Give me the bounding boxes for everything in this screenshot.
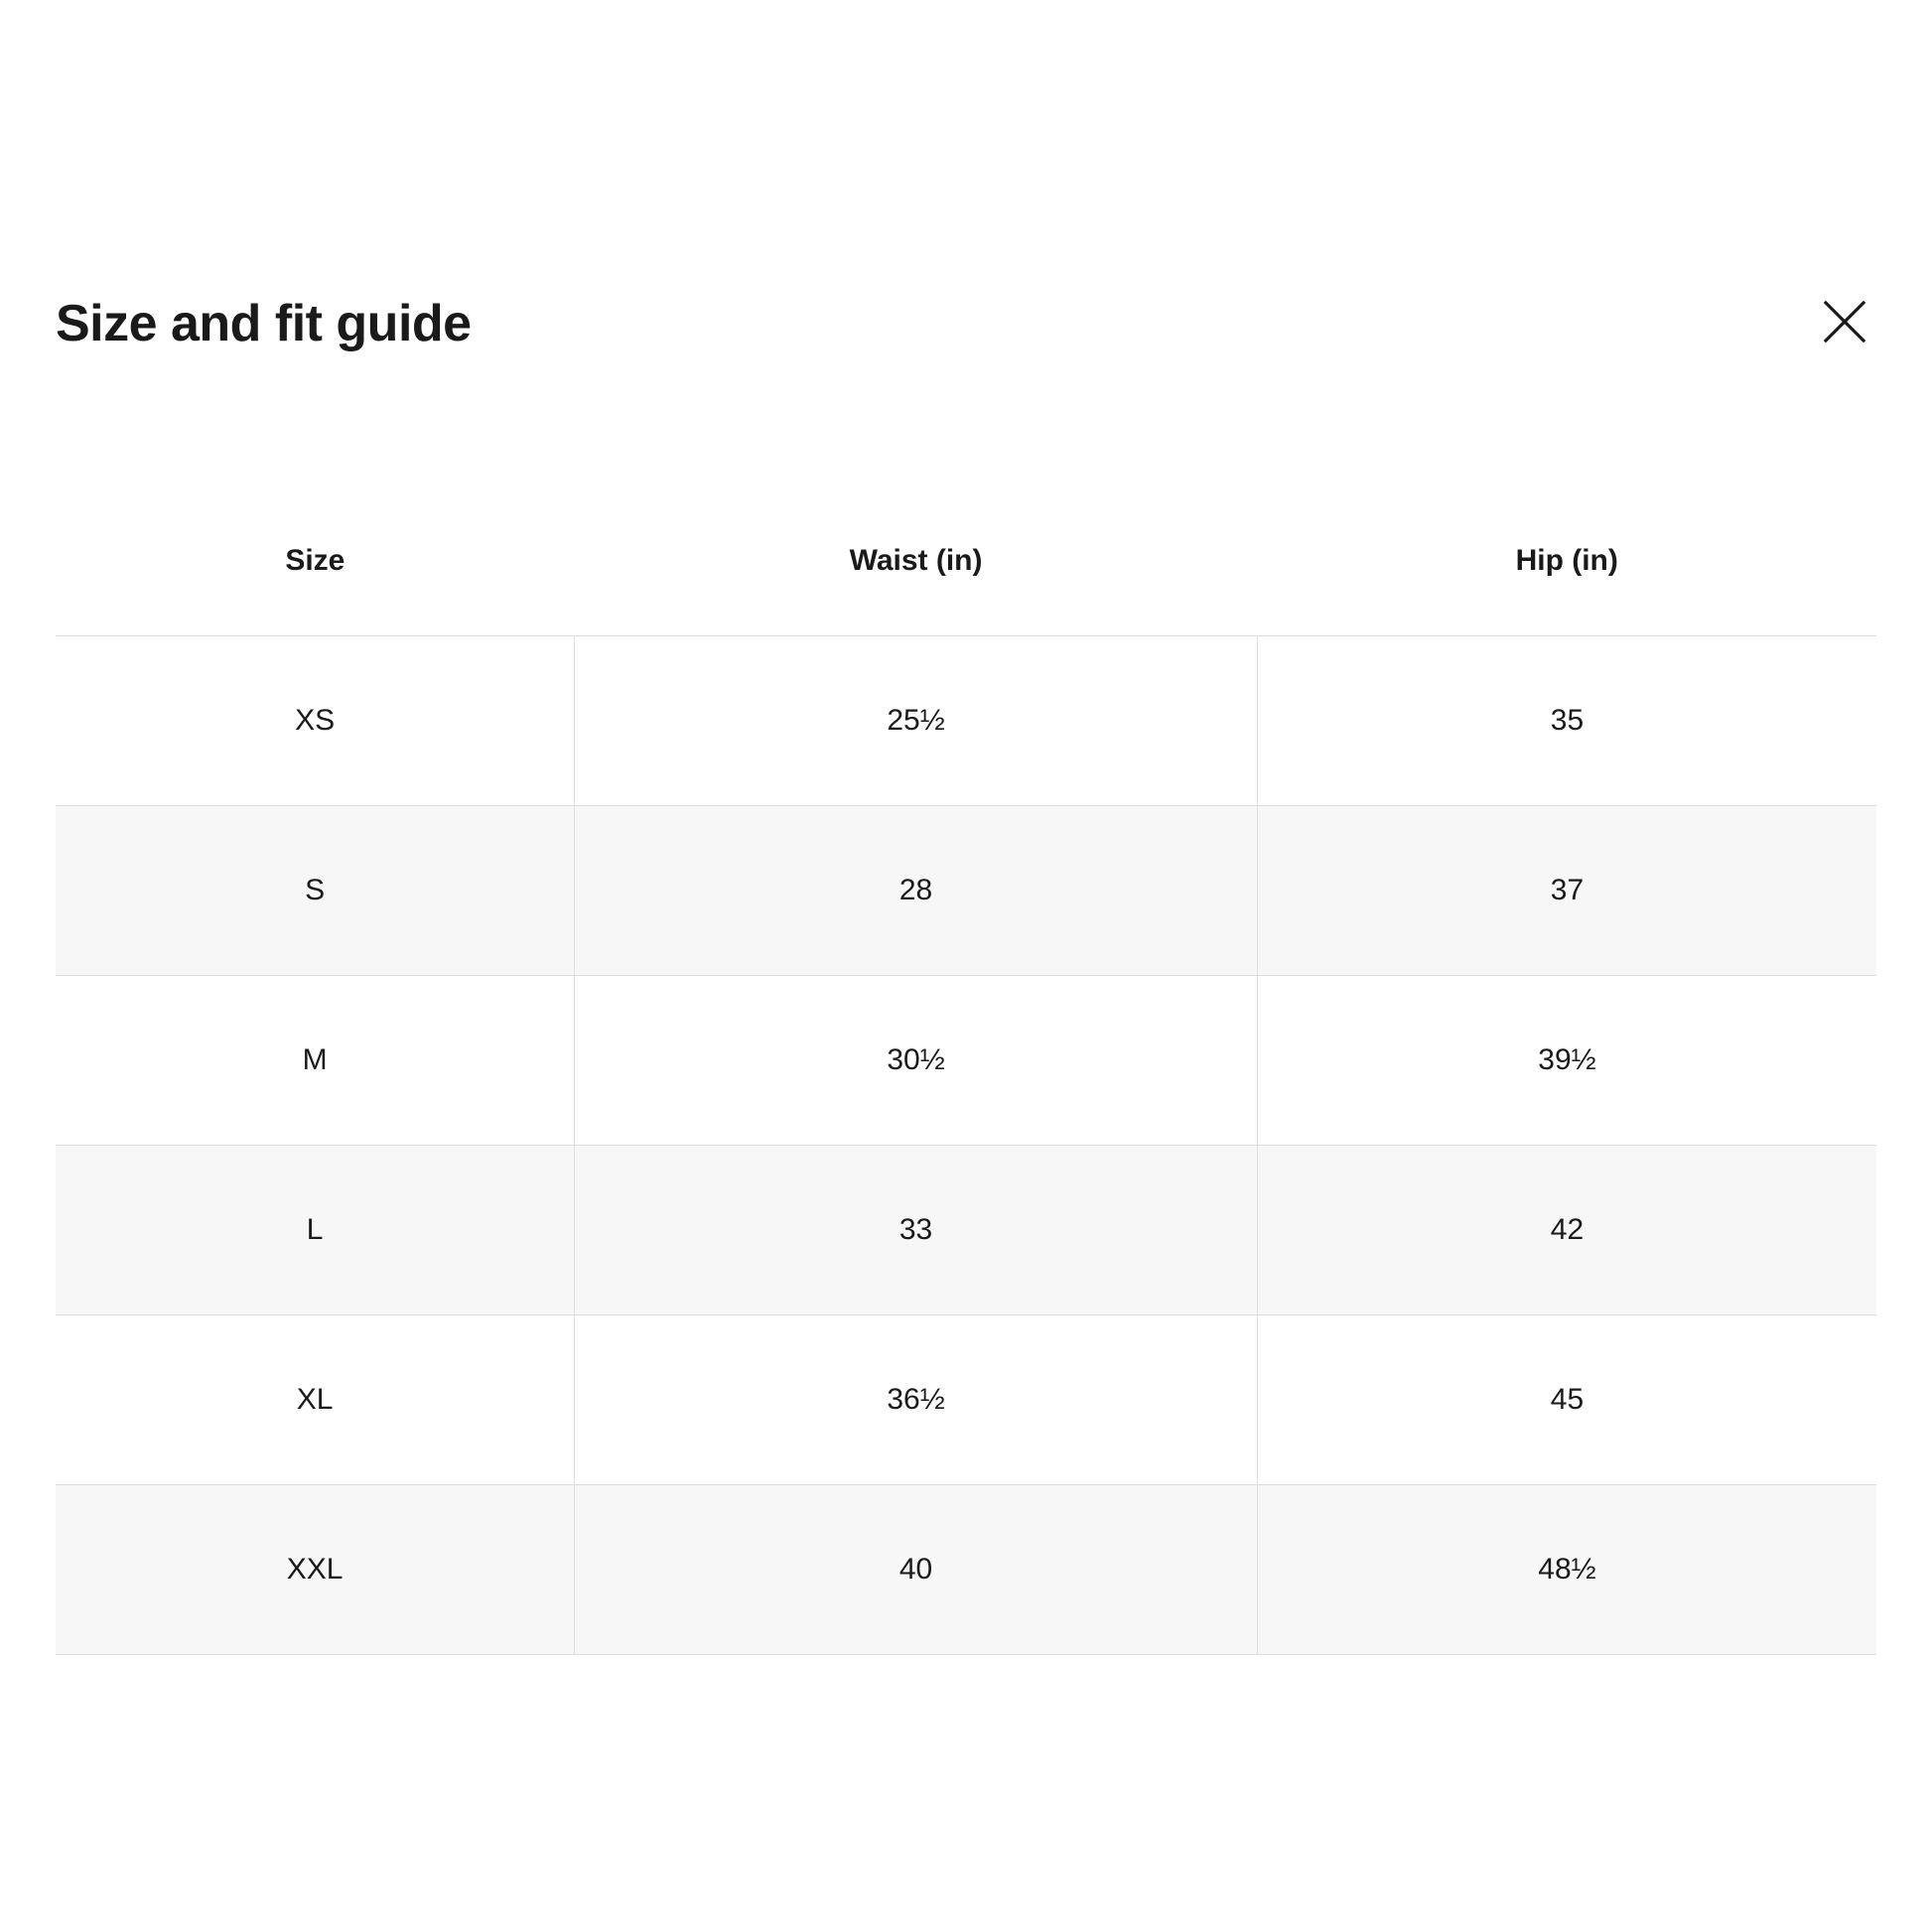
cell-size: S (56, 806, 575, 976)
cell-waist: 33 (575, 1146, 1258, 1315)
page-title: Size and fit guide (56, 295, 472, 352)
cell-waist: 36½ (575, 1315, 1258, 1485)
cell-size: L (56, 1146, 575, 1315)
cell-hip: 35 (1257, 636, 1876, 806)
cell-hip: 42 (1257, 1146, 1876, 1315)
cell-waist: 40 (575, 1485, 1258, 1655)
table-row (56, 976, 1876, 1146)
size-chart-container (56, 544, 1876, 1655)
column-header-waist: Waist (in) (849, 544, 983, 577)
table-header (56, 544, 1876, 636)
column-header-hip: Hip (in) (1515, 544, 1618, 577)
size-chart-table (56, 544, 1876, 1655)
cell-hip: 39½ (1257, 976, 1876, 1146)
cell-size: XL (56, 1315, 575, 1485)
cell-size: M (56, 976, 575, 1146)
cell-hip: 45 (1257, 1315, 1876, 1485)
table-body (56, 636, 1876, 1655)
close-button[interactable] (1813, 290, 1876, 353)
table-row (56, 1485, 1876, 1655)
cell-waist: 25½ (575, 636, 1258, 806)
close-icon (1822, 299, 1867, 345)
table-header-row (56, 544, 1876, 636)
cell-size: XXL (56, 1485, 575, 1655)
column-header-size: Size (285, 544, 345, 577)
cell-size: XS (56, 636, 575, 806)
cell-waist: 28 (575, 806, 1258, 976)
table-row (56, 636, 1876, 806)
table-row (56, 1315, 1876, 1485)
table-row (56, 1146, 1876, 1315)
modal-header (56, 295, 1876, 377)
table-row (56, 806, 1876, 976)
cell-hip: 48½ (1257, 1485, 1876, 1655)
cell-waist: 30½ (575, 976, 1258, 1146)
cell-hip: 37 (1257, 806, 1876, 976)
